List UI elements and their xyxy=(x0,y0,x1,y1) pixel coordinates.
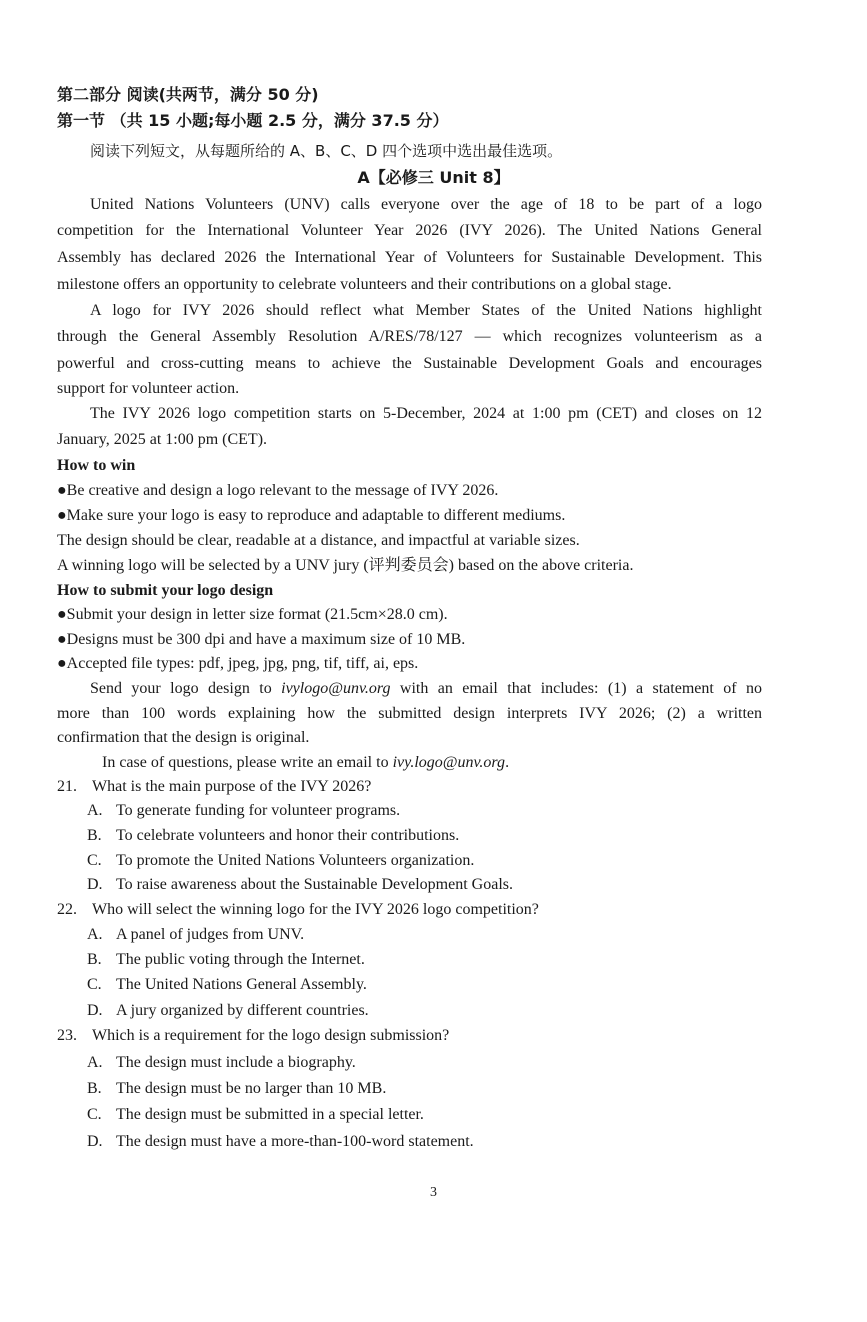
option-letter: B. xyxy=(87,951,102,968)
option-22-d[interactable] xyxy=(87,1000,369,1022)
p3-line-2: January, 2025 at 1:00 pm (CET). xyxy=(57,431,268,448)
how-to-win-item-2: ●Make sure your logo is easy to reproduce and adaptable to different mediums. xyxy=(57,507,566,524)
option-22-c[interactable] xyxy=(87,974,367,996)
option-text: To raise awareness about the Sustainable Development Goals. xyxy=(116,876,513,893)
p1-line-4: milestone offers an opportunity to celebrate volunteers and their contributions on a global stage. xyxy=(57,276,672,293)
option-22-b[interactable] xyxy=(87,949,365,971)
send-line-1 xyxy=(57,678,762,700)
part-title: 第二部分 阅读(共两节，满分 50 分) xyxy=(57,85,319,104)
how-to-submit-item-2: ●Designs must be 300 dpi and have a maximum size of 10 MB. xyxy=(57,631,466,648)
send-line-3: confirmation that the design is original. xyxy=(57,729,310,746)
question-number: 21. xyxy=(57,778,77,795)
instruction: 阅读下列短文，从每题所给的 A、B、C、D 四个选项中选出最佳选项。 xyxy=(90,142,563,160)
option-text: The design must include a biography. xyxy=(116,1054,356,1071)
question-text: Who will select the winning logo for the IVY 2026 logo competition? xyxy=(92,901,539,918)
questions-post: . xyxy=(505,754,510,771)
option-letter: D. xyxy=(87,876,103,893)
option-letter: B. xyxy=(87,827,102,844)
p2-line-2: through the General Assembly Resolution A/RES/78/127 — which recognizes volunteerism as a xyxy=(57,328,762,345)
p1-line-1: United Nations Volunteers (UNV) calls everyone over the age of 18 to be part of a logo xyxy=(90,196,762,213)
p1-line-2: competition for the International Volunteer Year 2026 (IVY 2026). The United Nations General xyxy=(57,222,762,239)
option-22-a[interactable] xyxy=(87,924,304,946)
option-text: To generate funding for volunteer programs. xyxy=(116,802,401,819)
option-letter: C. xyxy=(87,1106,102,1123)
option-letter: C. xyxy=(87,852,102,869)
option-23-c[interactable] xyxy=(87,1104,424,1126)
question-text: What is the main purpose of the IVY 2026? xyxy=(92,778,372,795)
option-21-d[interactable] xyxy=(87,874,513,896)
option-text: The United Nations General Assembly. xyxy=(116,976,367,993)
option-text: The design must be submitted in a special letter. xyxy=(116,1106,424,1123)
p1-line-3: Assembly has declared 2026 the International Year of Volunteers for Sustainable Development. This xyxy=(57,249,762,266)
option-letter: D. xyxy=(87,1002,103,1019)
p2-line-4: support for volunteer action. xyxy=(57,380,240,397)
option-letter: A. xyxy=(87,1054,103,1071)
option-23-d[interactable] xyxy=(87,1131,474,1153)
option-letter: A. xyxy=(87,926,103,943)
option-21-c[interactable] xyxy=(87,850,474,872)
send-line-2: more than 100 words explaining how the submitted design interprets IVY 2026; (2) a written xyxy=(57,705,762,722)
how-to-win-heading: How to win xyxy=(57,457,136,474)
how-to-win-item-1: ●Be creative and design a logo relevant to the message of IVY 2026. xyxy=(57,482,499,499)
option-letter: D. xyxy=(87,1133,103,1150)
option-text: The public voting through the Internet. xyxy=(116,951,365,968)
send-line-1-pre: Send your logo design to xyxy=(90,680,282,697)
option-text: The design must have a more-than-100-word statement. xyxy=(116,1133,474,1150)
page-number: 3 xyxy=(430,1185,437,1200)
option-letter: A. xyxy=(87,802,103,819)
question-21 xyxy=(57,776,371,798)
option-text: To promote the United Nations Volunteers organization. xyxy=(116,852,475,869)
how-to-submit-heading: How to submit your logo design xyxy=(57,582,274,599)
option-23-a[interactable] xyxy=(87,1052,356,1074)
question-text: Which is a requirement for the logo design submission? xyxy=(92,1027,450,1044)
question-number: 22. xyxy=(57,901,77,918)
p3-line-1: The IVY 2026 logo competition starts on 5-December, 2024 at 1:00 pm (CET) and closes on 12 xyxy=(90,405,762,422)
question-23 xyxy=(57,1025,449,1047)
questions-email: ivy.logo@unv.org xyxy=(392,754,506,771)
option-23-b[interactable] xyxy=(87,1078,386,1100)
p2-line-3: powerful and cross-cutting means to achieve the Sustainable Development Goals and encourages xyxy=(57,355,762,372)
option-letter: C. xyxy=(87,976,102,993)
questions-pre: In case of questions, please write an email to xyxy=(102,754,393,771)
option-21-a[interactable] xyxy=(87,800,400,822)
how-to-submit-item-1: ●Submit your design in letter size format (21.5cm×28.0 cm). xyxy=(57,606,448,623)
option-text: A jury organized by different countries. xyxy=(116,1002,369,1019)
question-22 xyxy=(57,899,539,921)
option-21-b[interactable] xyxy=(87,825,459,847)
send-line-1-post: with an email that includes: (1) a statement of no xyxy=(390,680,762,697)
option-letter: B. xyxy=(87,1080,102,1097)
passage-label: A【必修三 Unit 8】 xyxy=(357,168,510,187)
send-email: ivylogo@unv.org xyxy=(281,680,391,697)
option-text: The design must be no larger than 10 MB. xyxy=(116,1080,387,1097)
option-text: To celebrate volunteers and honor their contributions. xyxy=(116,827,460,844)
questions-line xyxy=(102,752,509,774)
how-to-win-item-3: The design should be clear, readable at a distance, and impactful at variable sizes. xyxy=(57,532,580,549)
section-title: 第一节 （共 15 小题;每小题 2.5 分，满分 37.5 分） xyxy=(57,111,449,130)
how-to-win-item-4: A winning logo will be selected by a UNV jury (评判委员会) based on the above criteria. xyxy=(57,557,634,574)
how-to-submit-item-3: ●Accepted file types: pdf, jpeg, jpg, png, tif, tiff, ai, eps. xyxy=(57,655,419,672)
p2-line-1: A logo for IVY 2026 should reflect what Member States of the United Nations highlight xyxy=(90,302,762,319)
question-number: 23. xyxy=(57,1027,77,1044)
option-text: A panel of judges from UNV. xyxy=(116,926,305,943)
